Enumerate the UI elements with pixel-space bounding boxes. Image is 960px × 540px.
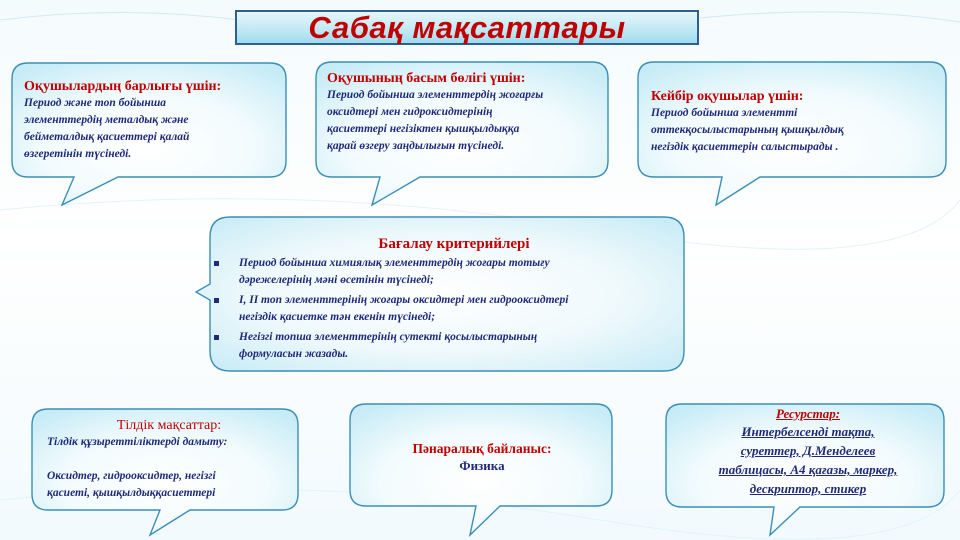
- criteria-text: негіздік қасиетке тән екенін түсінеді;: [239, 311, 436, 323]
- goal-all-line: элементтердің металдық және: [24, 114, 189, 126]
- language-line: қасиеті, қышқылдыққасиеттері: [47, 487, 216, 499]
- goal-all-line: Период және топ бойынша: [24, 97, 167, 109]
- resources-line: дескриптор, стикер: [749, 481, 867, 496]
- criteria-item: [214, 255, 674, 289]
- criteria-item: [214, 292, 674, 326]
- goal-all-students: [24, 78, 284, 163]
- goal-most-line: оксидтері мен гидроксидтерінің: [327, 106, 493, 118]
- criteria-text: Период бойынша химиялық элементтердің жоғары тотығу: [239, 257, 550, 269]
- resources-line: суреттер, Д.Менделеев: [740, 443, 876, 458]
- criteria-text: дәрежелерінің мәні өсетінін түсінеді;: [239, 274, 434, 286]
- language-line: Тілдік құзыреттіліктерді дамыту:: [47, 436, 228, 448]
- square-bullet-icon: [214, 335, 219, 340]
- goal-some-heading: Кейбір оқушылар үшін:: [651, 89, 804, 104]
- square-bullet-icon: [214, 261, 219, 266]
- language-heading: Тілдік мақсаттар:: [116, 418, 222, 433]
- links-subject: Физика: [459, 458, 505, 473]
- interdisciplinary-links: [354, 440, 610, 474]
- criteria-text: формуласын жазады.: [239, 348, 349, 360]
- resources: [676, 405, 940, 498]
- goal-most-heading: Оқушының басым бөлігі үшін:: [327, 71, 526, 86]
- page-title: Сабақ мақсаттары: [308, 9, 626, 45]
- goal-all-line: бейметалдық қасиеттері қалай: [24, 131, 190, 143]
- resources-line: таблицасы, А4 қағазы, маркер,: [718, 462, 898, 477]
- criteria-text: Негізгі топша элементтерінің сутекті қосылыстарының: [239, 331, 538, 343]
- criteria-text: I, II топ элементтерінің жоғары оксидтері мен гидрооксидтері: [239, 294, 569, 306]
- language-goals: [47, 417, 291, 502]
- goal-all-heading: Оқушылардың барлығы үшін:: [24, 79, 222, 94]
- resources-line: Интербелсенді тақта,: [741, 424, 875, 439]
- goal-some-line: негіздік қасиеттерін салыстырады .: [651, 141, 839, 153]
- goal-most-students: [327, 70, 599, 155]
- goal-most-line: Период бойынша элементтердің жоғарғы: [327, 89, 544, 101]
- criteria-item: [214, 329, 674, 363]
- goal-some-line: Период бойынша элементті: [651, 107, 798, 119]
- goal-most-line: қасиеттері негізіктен қышқылдыққа: [327, 123, 520, 135]
- criteria-list: [214, 255, 674, 363]
- square-bullet-icon: [214, 298, 219, 303]
- criteria-heading: Бағалау критерийлері: [378, 236, 530, 252]
- goal-all-line: өзгеретінін түсінеді.: [24, 148, 132, 160]
- goal-some-line: оттекқосылыстарының қышқылдық: [651, 124, 844, 136]
- language-line: Оксидтер, гидрооксидтер, негізгі: [47, 470, 216, 482]
- links-heading: Пәнаралық байланыс:: [412, 441, 552, 456]
- goal-some-students: [651, 88, 941, 156]
- goal-most-line: қарай өзгеру заңдылығын түсінеді.: [327, 140, 505, 152]
- assessment-criteria: [214, 236, 674, 366]
- title-banner: [235, 10, 699, 45]
- resources-heading: Ресурстар:: [775, 406, 841, 421]
